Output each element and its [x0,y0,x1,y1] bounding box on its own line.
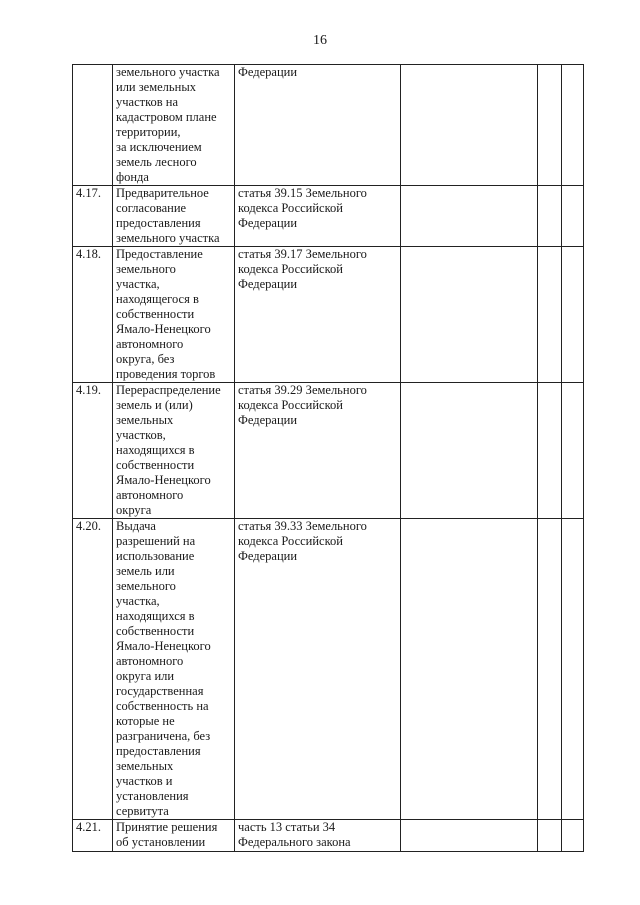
row-number-cell: 4.17. [73,186,113,247]
empty-cell [538,383,562,519]
services-table [72,64,584,852]
empty-cell [562,519,584,820]
table-row [73,820,584,852]
empty-cell [538,247,562,383]
empty-cell [562,820,584,852]
legal-basis-cell: Федерации [235,65,401,186]
empty-cell [562,65,584,186]
legal-basis-cell: статья 39.33 Земельного кодекса Российской Федерации [235,519,401,820]
table-row [73,519,584,820]
table-row [73,186,584,247]
service-name-cell: Перераспределение земель и (или) земельных участков, находящихся в собственности Ямало-Ненецкого автономного округа [113,383,235,519]
empty-cell [401,820,538,852]
legal-basis-cell: часть 13 статьи 34 Федерального закона [235,820,401,852]
row-number-cell: 4.20. [73,519,113,820]
service-name-cell: Предварительное согласование предоставления земельного участка [113,186,235,247]
service-name-cell: Выдача разрешений на использование земель или земельного участка, находящихся в собственности Ямало-Ненецкого автономного округа или государственная собственность на которые не разграничена, без предоставления земельных участков и установления сервитута [113,519,235,820]
empty-cell [562,186,584,247]
service-name-cell: Принятие решения об установлении [113,820,235,852]
empty-cell [562,383,584,519]
empty-cell [538,186,562,247]
empty-cell [538,519,562,820]
row-number-cell [73,65,113,186]
empty-cell [401,65,538,186]
row-number-cell: 4.19. [73,383,113,519]
legal-basis-cell: статья 39.29 Земельного кодекса Российской Федерации [235,383,401,519]
legal-basis-cell: статья 39.17 Земельного кодекса Российской Федерации [235,247,401,383]
row-number-cell: 4.18. [73,247,113,383]
empty-cell [562,247,584,383]
empty-cell [401,186,538,247]
empty-cell [401,519,538,820]
empty-cell [538,65,562,186]
table-row [73,247,584,383]
empty-cell [401,383,538,519]
empty-cell [401,247,538,383]
table-row [73,383,584,519]
page-number: 16 [313,33,327,48]
row-number-cell: 4.21. [73,820,113,852]
service-name-cell: земельного участка или земельных участков на кадастровом плане территории, за исключением земель лесного фонда [113,65,235,186]
table-row [73,65,584,186]
legal-basis-cell: статья 39.15 Земельного кодекса Российской Федерации [235,186,401,247]
empty-cell [538,820,562,852]
service-name-cell: Предоставление земельного участка, находящегося в собственности Ямало-Ненецкого автономного округа, без проведения торгов [113,247,235,383]
